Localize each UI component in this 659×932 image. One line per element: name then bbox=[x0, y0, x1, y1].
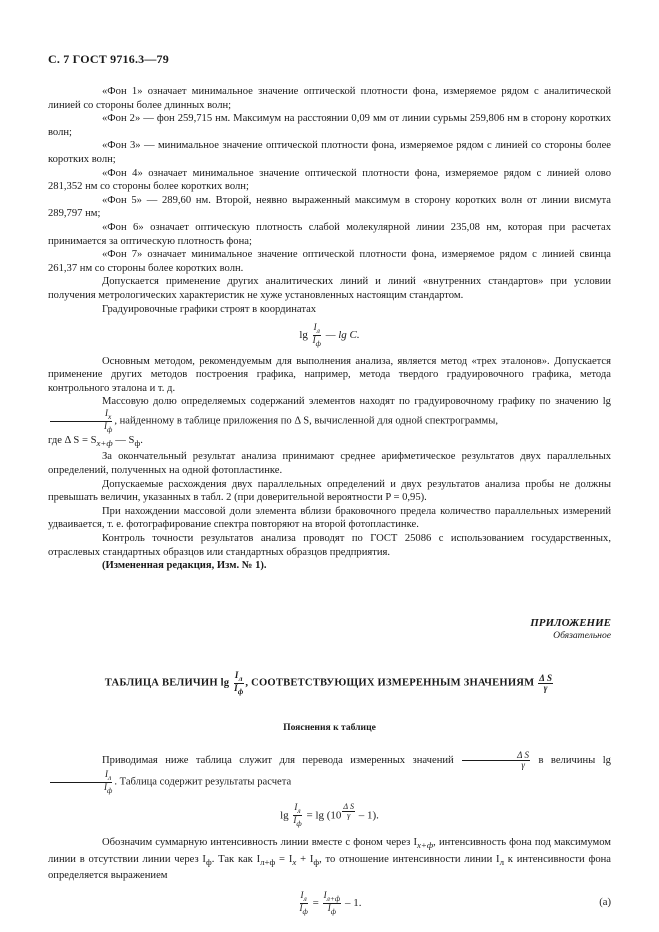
table-title: ТАБЛИЦА ВЕЛИЧИН lg $\frac{I_л}{I_ф}$ , СООТВЕТСТВУЮЩИХ ИЗМЕРЕННЫМ ЗНАЧЕНИЯМ $\frac{\text{Δ S}}{\gamma}$ bbox=[104, 669, 553, 696]
paragraph-fon3: «Фон 3» — минимальное значение оптической плотности фона, измеряемое рядом с линией со стороны более коротких волн; bbox=[48, 140, 611, 165]
paragraph-fon5: «Фон 5» — 289,60 нм. Второй, неявно выраженный максимум в сторону коротких волн от линии висмута 289,797 нм; bbox=[48, 194, 611, 220]
equation-number: (a) bbox=[599, 896, 611, 908]
formula-lg-calc: lg $\frac{I_л}{I_ф}$ = lg (10 $^{\frac{\text{Δ S}}{\gamma}}$ – 1). bbox=[280, 801, 379, 828]
revision-note: (Измененная редакция, Изм. № 1). bbox=[102, 560, 267, 572]
paragraph-reject: При нахождении массовой доли элемента вблизи браковочного предела количество параллельных измерений удваивается, т. е. фотографирование спектра повторяют на второй фотопластинке. bbox=[48, 505, 611, 531]
paragraph-denote: Обозначим суммарную интенсивность линии вместе с фоном через $I_{x+ф}$, интенсивность фона под максимумом линии в отсутствии линии через $I_ф$. Так как $I_{л+ф} = I_x + I_ф$, то отношение интенсивности линии $I_л$ к интенсивности фона определяется выражением bbox=[48, 836, 611, 882]
paragraph-mass: Массовую долю определяемых содержаний элементов находят по градуировочному графику по значению lg $\frac{I_x}{I_ф}$ , найденному в таблице приложения по Δ S, вычисленной для одной спектрограммы, bbox=[48, 395, 611, 433]
page-header: С. 7 ГОСТ 9716.3—79 bbox=[48, 52, 169, 66]
fraction-il-if: $\frac{I_л}{I_ф}$ bbox=[312, 322, 321, 348]
formula-coordinates: lg $\frac{I_л}{I_ф}$ — lg C. bbox=[299, 322, 360, 348]
formula-ratio: $\frac{I_л}{I_ф}$ = $\frac{I_{л+ф}}{I_ф}$ – 1. (a) bbox=[299, 889, 611, 916]
paragraph-allowed: Допускается применение других аналитических линий и линий «внутренних стандартов» при условии получения метрологических характеристик не хуже установленных настоящим стандартом. bbox=[48, 276, 611, 301]
paragraph-final: За окончательный результат анализа принимают среднее арифметическое результатов двух параллельных определений, полученных на одной фотопластинке. bbox=[48, 451, 611, 476]
paragraph-fon4: «Фон 4» означает минимальное значение оптической плотности фона, измеряемое рядом с линией олово 281,352 нм со стороны более коротких волн; bbox=[48, 167, 611, 193]
paragraph-calib: Градуировочные графики строят в координатах bbox=[102, 303, 317, 315]
paragraph-tolerance: Допускаемые расхождения двух параллельных определений и двух результатов анализа пробы не должны превышать величин, указанных в табл. 2 (при доверительной вероятности P = 0,95). bbox=[48, 478, 611, 504]
paragraph-control: Контроль точности результатов анализа проводят по ГОСТ 25086 с использованием государственных, отраслевых стандартных образцов или стандартных образцов предприятия. bbox=[48, 532, 611, 558]
paragraph-delta-s: где Δ $S = S_{x+ф}$ — $S_ф$. bbox=[48, 434, 143, 448]
paragraph-intro: Приводимая ниже таблица служит для перевода измеренных значений $\frac{\text{Δ S}}{\gamma}$ в величины lg $\frac{I_л}{I_ф}$ . Таблица содержит результаты расчета bbox=[48, 751, 611, 795]
paragraph-method: Основным методом, рекомендуемым для выполнения анализа, является метод «трех эталонов». Допускается применение других методов построения графика, например, метода твердого градуировочного графика, метода контрольного эталона и т. д. bbox=[48, 355, 611, 394]
appendix-subtitle: Обязательное bbox=[553, 629, 611, 641]
fraction-ix-if: $\frac{I_x}{I_ф}$ bbox=[49, 409, 113, 434]
paragraph-fon2: «Фон 2» — фон 259,715 нм. Максимум на расстоянии 0,09 мм от линии сурьмы 259,806 нм в сторону коротких волн; bbox=[48, 113, 611, 138]
paragraph-fon7: «Фон 7» означает минимальное значение оптической плотности фона, измеряемое рядом с линией свинца 261,37 нм со стороны более коротких волн. bbox=[48, 249, 611, 274]
paragraph-fon1: «Фон 1» означает минимальное значение оптической плотности фона, измеряемое рядом с аналитической линией со стороны более длинных волн; bbox=[48, 86, 611, 111]
appendix-title: ПРИЛОЖЕНИЕ bbox=[530, 616, 611, 629]
explanations-title: Пояснения к таблице bbox=[283, 722, 376, 734]
paragraph-fon6: «Фон 6» означает оптическую плотность слабой молекулярной линии 235,08 нм, которая при расчетах принимается за оптическую плотность фона; bbox=[48, 221, 611, 247]
